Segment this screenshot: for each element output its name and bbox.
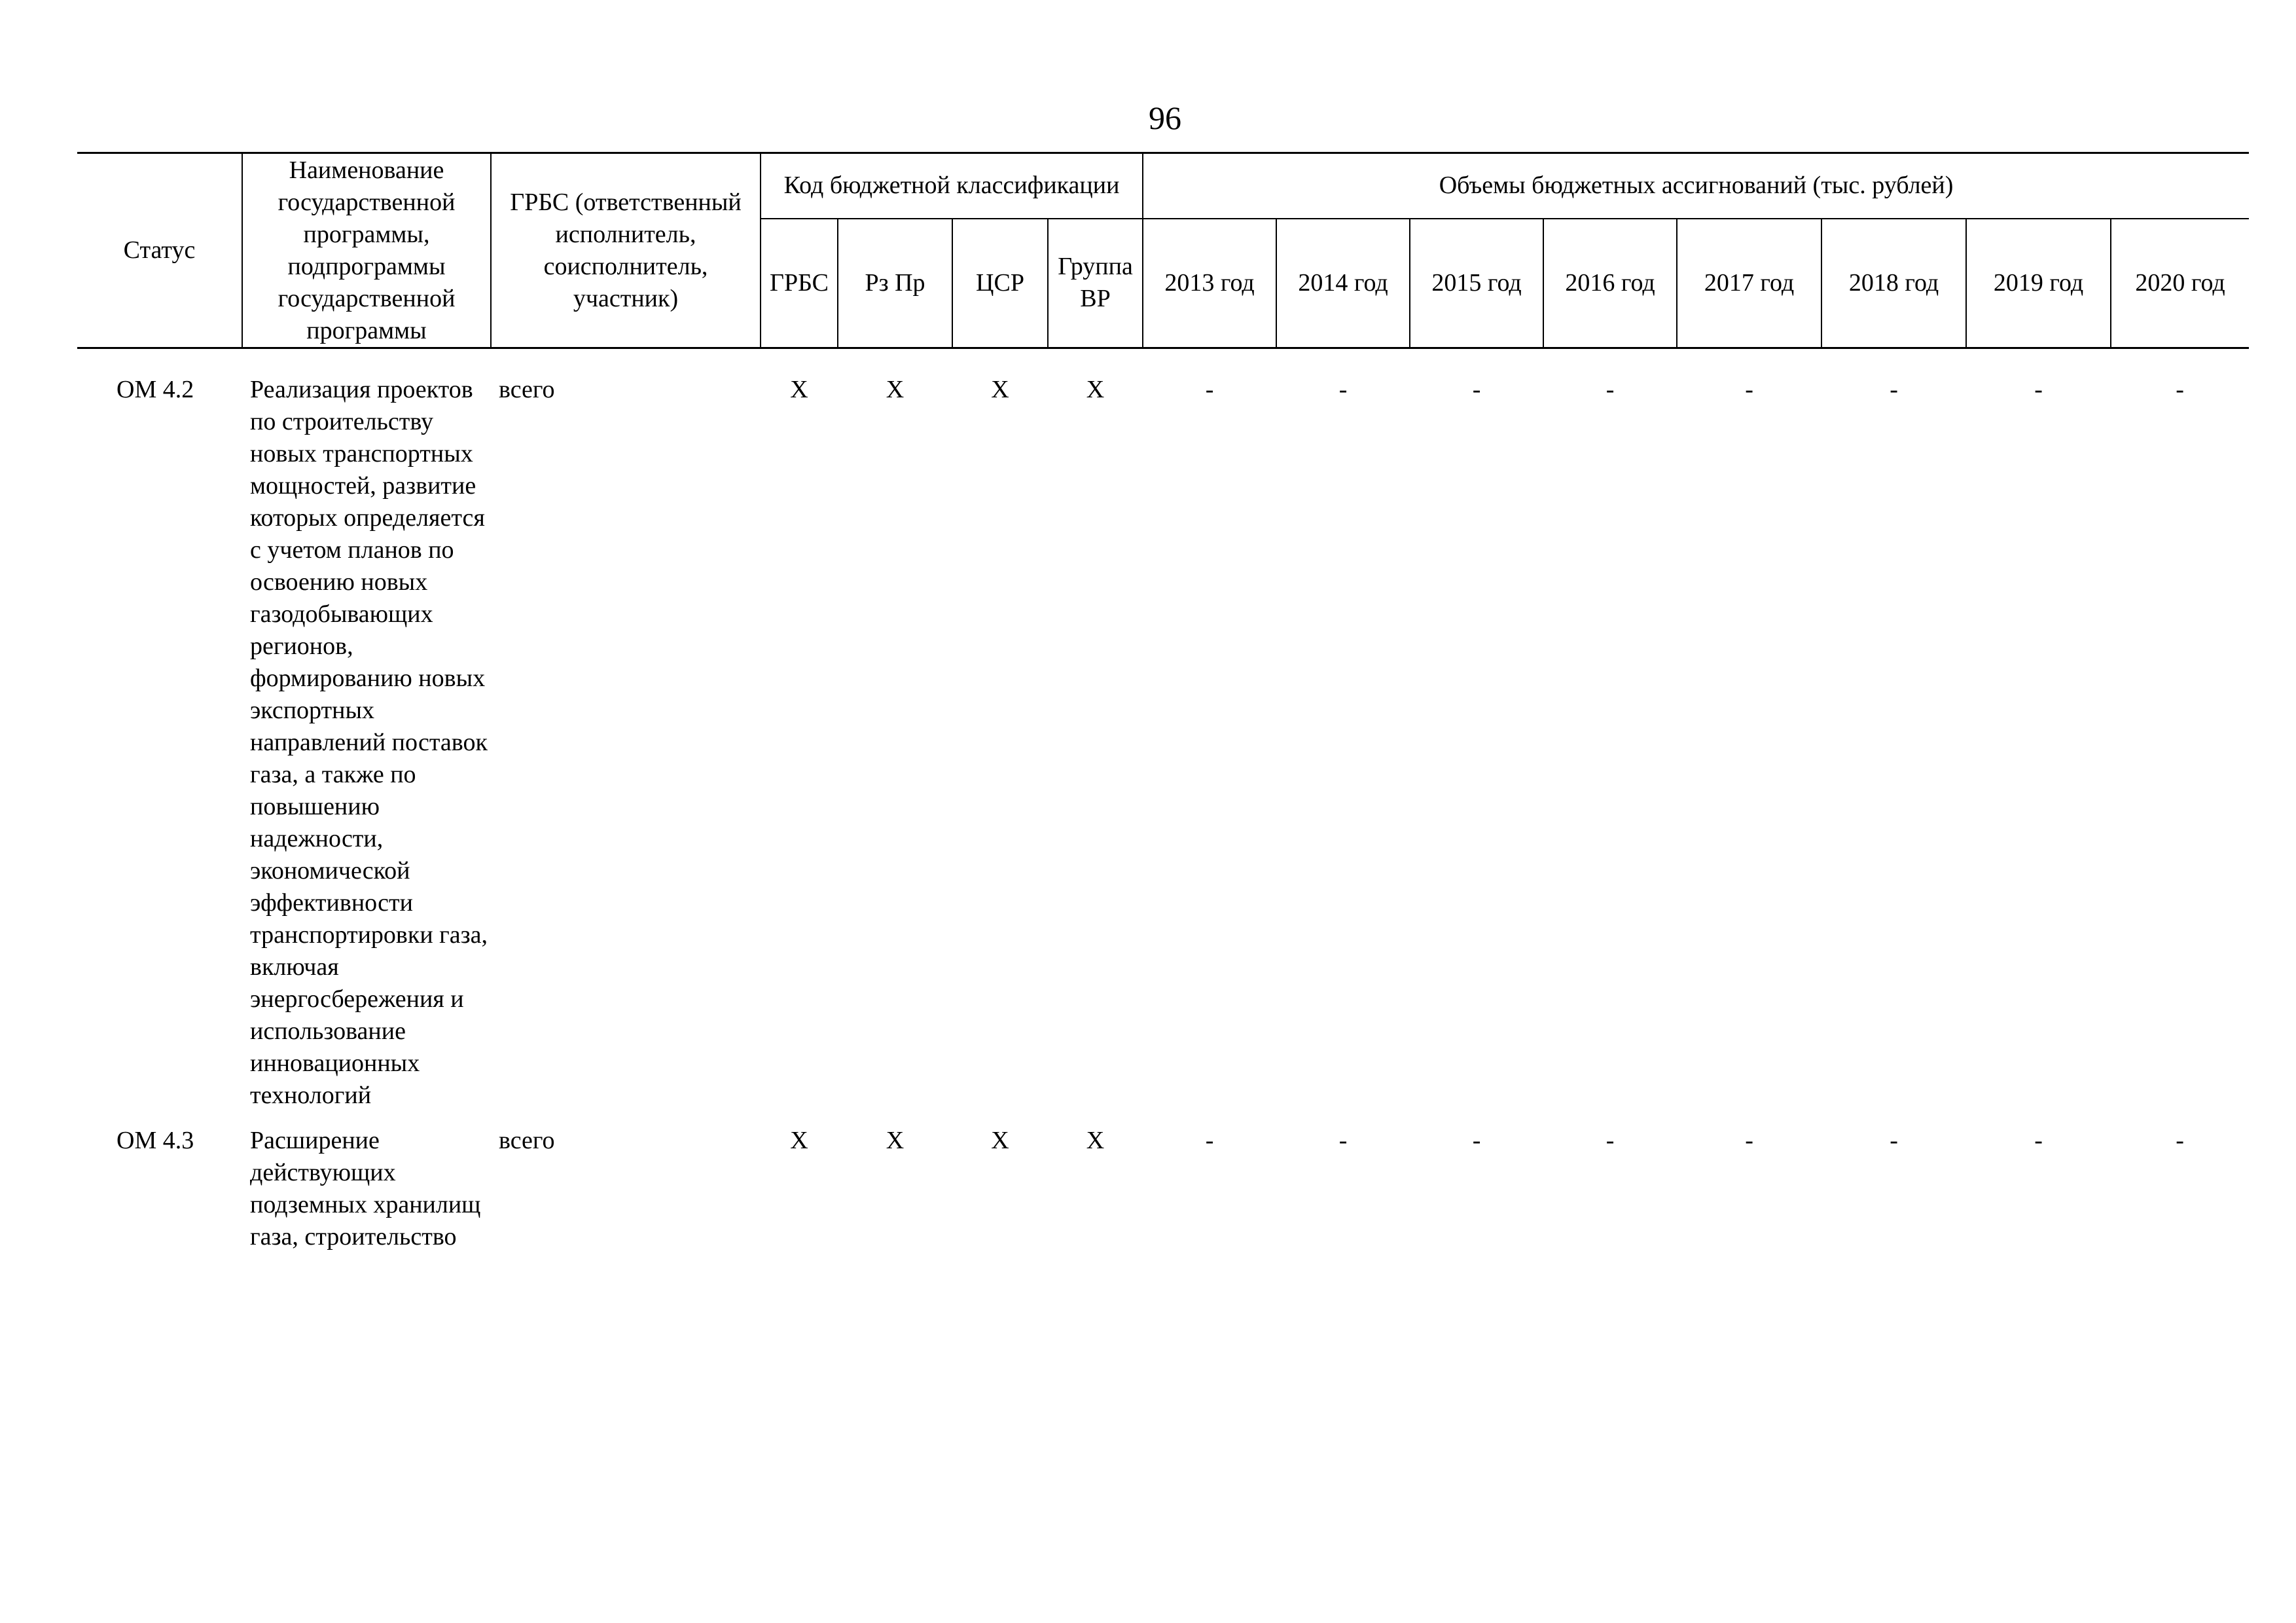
row-code-rzpr: Х xyxy=(886,376,905,403)
header-program-name: Наименование государственной программы, подпрограммы государственной программы xyxy=(242,153,491,348)
row-code-grbs: Х xyxy=(790,376,808,403)
header-year-2017: 2017 год xyxy=(1677,219,1821,348)
header-year-2013: 2013 год xyxy=(1143,219,1276,348)
table-body xyxy=(77,348,2249,1267)
header-code-vr: Группа ВР xyxy=(1048,219,1143,348)
row-grbs: всего xyxy=(499,376,555,403)
row-code-csr: Х xyxy=(991,376,1009,403)
row-value-2017: - xyxy=(1745,1127,1753,1154)
row-value-2019: - xyxy=(2034,376,2043,403)
header-volume-group: Объемы бюджетных ассигнований (тыс. рублей) xyxy=(1143,153,2249,219)
row-value-2018: - xyxy=(1890,1127,1898,1154)
row-status: ОМ 4.2 xyxy=(117,376,194,403)
row-value-2016: - xyxy=(1605,376,1615,403)
header-budget-code-group: Код бюджетной классификации xyxy=(761,153,1143,219)
row-value-2015: - xyxy=(1472,376,1481,403)
row-value-2020: - xyxy=(2176,1127,2184,1154)
table-row-om-4-2 xyxy=(77,374,2249,1125)
header-year-2018: 2018 год xyxy=(1821,219,1966,348)
header-year-2019: 2019 год xyxy=(1966,219,2111,348)
row-value-2017: - xyxy=(1745,376,1753,403)
table-row-om-4-3 xyxy=(77,1125,2249,1266)
header-year-2020: 2020 год xyxy=(2111,219,2249,348)
row-code-csr: Х xyxy=(991,1127,1009,1154)
row-value-2014: - xyxy=(1338,1127,1348,1154)
row-value-2014: - xyxy=(1338,376,1348,403)
row-code-rzpr: Х xyxy=(886,1127,905,1154)
header-grbs: ГРБС (ответственный исполнитель, соисполнитель, участник) xyxy=(491,153,761,348)
row-program-name: Расширение действующих подземных хранилищ газа, строительство xyxy=(250,1127,481,1250)
row-value-2013: - xyxy=(1205,1127,1214,1154)
row-value-2018: - xyxy=(1890,376,1898,403)
header-status: Статус xyxy=(77,153,242,348)
row-value-2013: - xyxy=(1205,376,1214,403)
header-year-2015: 2015 год xyxy=(1410,219,1543,348)
header-year-2014: 2014 год xyxy=(1276,219,1410,348)
row-value-2020: - xyxy=(2176,376,2184,403)
row-grbs: всего xyxy=(499,1127,555,1154)
row-value-2016: - xyxy=(1605,1127,1615,1154)
page-number: 96 xyxy=(1149,100,1181,136)
row-value-2019: - xyxy=(2034,1127,2043,1154)
row-code-vr: Х xyxy=(1086,376,1105,403)
row-status: ОМ 4.3 xyxy=(117,1127,194,1154)
header-code-grbs: ГРБС xyxy=(761,219,838,348)
header-code-csr: ЦСР xyxy=(952,219,1048,348)
table-header xyxy=(77,153,2249,348)
row-code-vr: Х xyxy=(1086,1127,1105,1154)
row-program-name: Реализация проектов по строительству новых транспортных мощностей, развитие которых определяется с учетом планов по освоению новых газодобывающих регионов, формированию новых экспортных направлений поставок газа, а также по повышению надежности, экономической эффективности транспортировки газа, включая энергосбережения и использование инновационных технологий xyxy=(250,376,488,1109)
row-value-2015: - xyxy=(1472,1127,1481,1154)
budget-allocation-table xyxy=(77,152,2249,1266)
header-code-rzpr: Рз Пр xyxy=(838,219,952,348)
row-spacer xyxy=(77,348,2249,374)
header-year-2016: 2016 год xyxy=(1543,219,1677,348)
row-code-grbs: Х xyxy=(790,1127,808,1154)
